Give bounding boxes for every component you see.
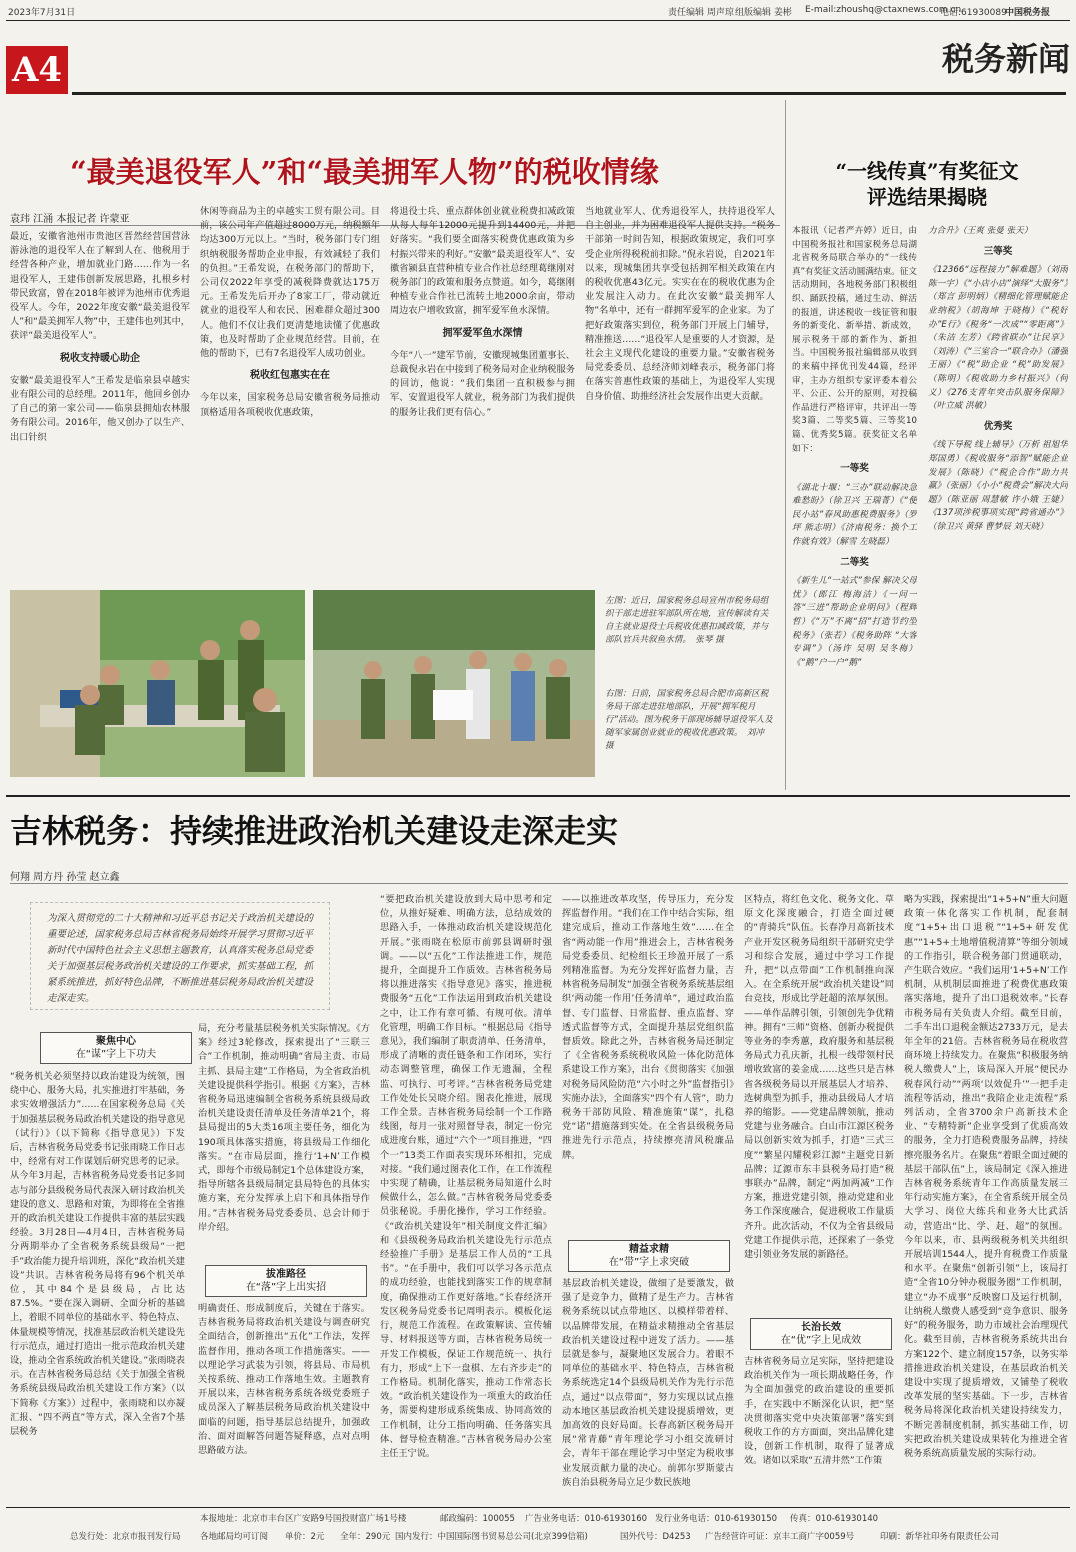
second-prize-list: 《新生儿“一站式”参保 解决父母忧》（郎江 梅海洁）《一问一答“三进”帮助企业明问》（程辉哲）《“万”不离“招”打造节约型税务》（张若）《税务助阵 “大客专调”》（汤许 吴明 吴冬梅）《“鹅”户一户“鹅” <box>792 576 917 668</box>
footer-fax: 传真：010-61930140 <box>790 1514 879 1524</box>
story1-col1-text: 最近，安徽省池州市贵池区晋然经营国营泳游泳池的退役军人在了解到人在、他税用于经营各种产业，增加就业门路……作为一名退役军人，王建伟创新发展思路，扎根乡村带民致富，曾在2018年被评为池州市优秀退役军人。今年，2022年度安徽“最美退役军人”和“最美拥军人物”中，王建伟也列其中，获评“最美退役军人”。 <box>10 231 190 342</box>
story2-tag-focus <box>40 1032 192 1064</box>
story2-intro-box: 为深入贯彻党的二十大精神和习近平总书记关于政治机关建设的重要论述，国家税务总局吉林省税务局始终开展学习贯彻习近平新时代中国特色社会主义思想主题教育，认真落实税务总局党委关于加强基层税务政治机关建设的工作要求，抓实基础工程，抓紧系统推进，抓好特色品牌，不断推进基层税务局政治机关建设走深走实。 <box>30 902 330 1010</box>
second-prize-continued: 力合升》（王爽 张曼 张天） <box>928 226 1033 236</box>
story2-col5: 区特点，将红色文化、税务文化、草原文化深度融合，打造全面过硬的“青骑兵”队伍。长春净月高新技术产业开发区税务局组织干部研究史学习和综合发展，通过中学习工作提升，把“以点带面”工作机制推向深入。在全系统开展“政治机关建设”同台竞技，形成比学赶超的浓厚氛围。——单作品牌引领，引领创先争优精神。拥有“三师”资格、创新办税提供等业务的李秀蕙，政府服务和基层税务局式力孔庆新，扎根一线带领村民增收致富的姜金成……这些只是吉林省各级税务局以开展基层人才培养、选树典型为抓手，推动县级局人才培养的缩影。——党建品牌领航，推动党建与业务融合。白山市江源区税务局以创新实效为抓手，打造“三式三度”“繁星闪耀税彩江源”主题党日新品牌；辽源市东丰县税务局打造“税事联办”品牌，制定“两加两减”工作方案，推进党建引领，推动党建和业务工作深度融合，促进税收工作量质齐升。此次活动，不仅为全省县级局党建工作提供示范，还探索了一条党建引领业务发展的新路径。 <box>744 894 894 1261</box>
footer-postcode: 邮政编码：100055 <box>440 1514 515 1524</box>
designer-credit: 组版编辑 姜彬 <box>735 8 792 18</box>
contest-intro: 本报讯（记者严卉婷）近日，由中国税务报社和国家税务总局湖北省税务局联合举办的“一线传真”有奖征文活动圆满结束。征文活动期间，各地税务部门积极组织、踊跃投稿，通过生动、鲜活的报道，讲述税收一线征管和服务的新变化、新举措、新成效，展示税务干部的新作为、新担当。中国税务报社编辑部从收到的来稿中择优刊发44篇，经评审，主办方组织专家评委本着公平、公正、公开的原则，对投稿作品进行严格评审，共评出一等奖3篇、二等奖5篇、三等奖10篇、优秀奖5篇。获奖征文名单如下： <box>792 226 917 454</box>
story2-col3: “要把政治机关建设放到大局中思考和定位，从推好疑难、明确方法，总结成效的思路入手，一体推动政治机关建设规范化开展。”张雨晓在松原市前郭县调研时强调。——以“五化”工作法推进工作，规范提升，全面提升工作质效。吉林省税务局将以推进落实《指导意见》落实，推进税费服务“五化”工作法运用到政治机关建设之中，让工作有章可循、有规可依。清单化管理，明确工作目标。“根据总局《指导意见》，我们编制了职责清单、任务清单，形成了清晰的责任链条和工作闭环，实行动态调整管理，确保工作无遗漏，全程监、可执行、可考评。”吉林省税务局党建工作处处长吴晓介绍。图表化推进，展现工作全景。吉林省税务局绘制一个工作路线图，每月一张对照督导表，制定一份完成进度台账，通过“六个一”项目推进，“四个一”13类工作面表实现环环相扣，完成对接。“我们通过图表化工作，在工作流程中实现了精确，让基层税务局知道什么时候做什么，怎么做。”吉林省税务局党委委员张秘说。手册化操作，学习工作经验。《“政治机关建设年”相关制度文件汇编》和《县级税务局政治机关建设先行示范点经验推广手册》是基层工作人员的“工具书”。“在手册中，我们可以学习各示范点的成功经验，也能找到落实工作的规章制度，确保推动工作更好落地。”长春经济开发区税务局党委书记周明表示。模板化运行，规范工作流程。在政策解读、宣传辅导、材料报送等方面，吉林省税务局统一开发工作模板，保证工作规范统一、执行有力，形成“上下一盘棋、左右齐步走”的工作格局。机制化落实，推动工作常态长效。“政治机关建设作为一项重大的政治任务，需要构建形成系统集成、协同高效的工作机制，让分工指向明确、任务落实具体、督导检查精准。”吉林省税务局办公室主任王宁说。 <box>380 894 552 1459</box>
story2-byline: 何翔 周方丹 孙莹 赵立鑫 <box>10 872 120 883</box>
footer <box>0 1508 1076 1552</box>
footer-subscribe: 各地邮局均可订阅 <box>200 1532 269 1542</box>
story1-col1 <box>10 230 190 570</box>
tag-path-sub: 在“落”字上出实招 <box>245 1282 327 1293</box>
story1-subhead-1: 税收支持暖心助企 <box>60 352 140 364</box>
excellent-prize-title: 优秀奖 <box>983 420 1013 432</box>
story2-tag-lasting <box>750 1318 892 1350</box>
footer-price: 单价：2元 <box>285 1532 325 1542</box>
footer-license: 广告经营许可证：京丰工商广字0059号 <box>705 1532 855 1542</box>
story1-subhead-2: 税收红包惠实在在 <box>250 370 330 382</box>
tag-excel-sub: 在“带”字上求突破 <box>608 1257 690 1268</box>
story1-headline[interactable]: “最美退役军人”和“最美拥军人物”的税收情缘 <box>70 155 659 189</box>
story2-col2b: 明确责任、形成制度后，关键在于落实。吉林省税务局将政治机关建设与调查研究全面结合，创新推出“五化”工作法，发挥监督作用，推动各项工作措施落实。——以理论学习武装为引领，将县局、市局机关按系统、推动工作落地生效。主题教育开展以来，吉林省税务系统各级党委班子成员深入了解基层税务局政治机关建设中面临的问题，指导基层总结提升，加强政治、面对面解答问题答疑释惑，点对点明思路破方法。 <box>198 1303 370 1457</box>
photo-soldiers-table-image <box>10 590 305 777</box>
story2-col2: 局，充分考量基层税务机关实际情况。《方案》经过3轮修改，探索提出了“三联三合”工作机制，推动明确“省局主责、市局主抓、县局主建”工作格局，为全省政治机关建设提供科学指引。根据《方案》，吉林省税务局迅速编制全省税务系统县级局政治机关建设责任清单及任务清单21个，将县局提出的5大类16项主要任务，细化为190项具体落实措施，将县级局工作细化落实。“在市局层面，推行‘1+N’工作模式，即每个市级局制定1个总体建设方案，指导所辖各县级局制定县局特色的具体实施方案，充分发挥承上启下和具体指导作用。”吉林省税务局党委委员、总会计师于岸介绍。 <box>198 1023 370 1233</box>
page-number-badge: A4 <box>6 46 68 94</box>
top-bar <box>0 0 1076 20</box>
editor-credit: 责任编辑 周声琼 <box>668 8 734 18</box>
photo-tax-officers-camp-image <box>313 590 595 777</box>
story2-col4b: 基层政治机关建设，做细了是要激发，做强了是竞争力，做精了是生产力。吉林省税务系统以试点带地区、以模样带着样、以品牌带发展，在精益求精推动全省基层政治机关建设过程中迸发了活力。——基层就是参与，凝聚地区发展合力。着眼不同单位的基础水平、特色特点，吉林省税务系统选定14个县级局机关作为先行示范点，通过“以点带面”，努力实现以试点推动本地区基层政治机关建设提质增效，更加高效的良好局面。长春高新区税务局开展“常青藤”青年理论学习小组交流研讨会，青年干部在理论学习中坚定为税收事业发展贡献力量的决心。前郭尔罗斯蒙古族自治县税务局立足少数民族地 <box>562 1278 734 1488</box>
story2-col5b: 吉林省税务局立足实际，坚持把建设政治机关作为一项长期战略任务，作为全面加强党的政治建设的重要抓手，在实践中不断深化认识，把“坚决贯彻落实党中央决策部署”落实到税收工作的方方面面，突出品牌化建设，创新工作机制，取得了显著成效。诸如以采取“五清井然”工作策 <box>744 1356 894 1467</box>
section-title: 税务新闻 <box>941 40 1070 78</box>
footer-intl: 国内发行：中国国际图书贸易总公司(北京399信箱) <box>395 1532 588 1542</box>
footer-ad-phone: 广告业务电话：010-61930160 <box>525 1514 648 1524</box>
story1-col3-text: 将退役士兵、重点群体创业就业税费扣减政策从每人每年12000元提升到14400元，并把好落实。“我们要全面落实税费优惠政策为乡村振兴带来的利好。”安徽“最美退役军人”、安徽省颍县直营种植专业合作社总经理葛继刚对税务部门的政策和服务点赞道。如今，葛继刚种植专业合作社已流转土地2000余亩，带动周边农户增收致富，拥军爱军鱼水深情。 <box>390 206 575 317</box>
header-rule <box>72 92 1066 95</box>
story1-col2 <box>200 205 380 570</box>
story1-subhead-3: 拥军爱军鱼水深情 <box>442 327 523 339</box>
tag-focus-sub: 在“谋”字上下功夫 <box>75 1049 157 1060</box>
editor-email[interactable]: E-mail:zhoushq@ctaxnews.com.cn <box>805 5 962 15</box>
story2-col1: “税务机关必须坚持以政治建设为统领，围绕中心、服务大局，扎实推进打牢基础，务求实效增强活力”……在国家税务总局《关于加强基层税务局政治机关建设的指导意见（试行）》（以下简称《指导意见》）下发后，吉林省税务局党委书记张雨晓工作日志中，经常有对工作谋划后研究思考的记录。从今年3月起，吉林省税务局党委书记多同志与部分县级税务局代表深入研讨政治机关建设的意义、思路和对策，为即将在全省推开的政治机关建设工作提供丰富的基层实践经验。3月28日—4月4日，吉林省税务局分两期举办了全省税务系统县级局“一把手”政治能力提升培训班，深化“政治机关建设”共识。吉林省税务局将有96个机关单位，其中84个是县级局，占比达87.5%。“要在深入调研、全面分析的基础上，着眼不同单位的基础水平、特色特点、体量规模等情况，找准基层政治机关建设先行示范点，通过打造出一批示范政治机关建设，推动全省系统政治机关建设。”张雨晓表示。在吉林省税务局总结《关于加强全省税务系统县级局政治机关建设工作方案》（以下简称《方案》）过程中，张雨晓和以亦凝汇报、“四不两直”等方式，深入全省7个基层税务 <box>10 1071 185 1438</box>
photo-soldiers-table[interactable] <box>10 590 305 777</box>
story2-col4: ——以推进改革攻坚，传导压力，充分发挥监督作用。“我们在工作中结合实际，组建完成后，推动工作落地生效”……在全省“两动能一作用”推进会上，吉林省税务局党委委员、纪检组长王珍盈开展了一系列精准监督。为充分发挥好监督力量，吉林省税务局制发“加强全省税务系统基层组织‘两动能一作用’任务清单”，通过政治监督、专门监督、日常监督、重点监督、穿透式监督等方式，全面提升基层党组织监督质效。除此之外，吉林省税务局还制定了《全省税务系统税收风险一体化防范体系建设工作方案》，出台《贯彻落实《加强对税务局风险防范“六小时之外”监督指引》实施办法》，全面落实“四个有人管”，助力税务干部防风险、精准施策“谋”，扎稳党“诺”措施落到实处。在全省县级税务局推进先行示范点，持续擦亮清风税廉品牌。 <box>562 894 734 1161</box>
tag-focus-title: 聚焦中心 <box>96 1036 136 1047</box>
tag-lasting-sub: 在“优”字上见成效 <box>780 1335 862 1346</box>
first-prize-title: 一等奖 <box>840 463 869 475</box>
contest-col1 <box>792 225 917 795</box>
story2-top-rule <box>6 795 1070 797</box>
third-prize-list: 《12366“远程接力”解难题》（刘雨 陈一宇）《“小店小店”演绎“大服务”》（郑言 彭明炳）《精细化管理赋能企业纳税》（胡海坤 于晓梅）《“税好办”E行》《税务“一次成”“零距离”》（朱洁 左芳）《跨省联办”让民享》（刘涛）《“三室合一”联合办》（潘强 王丽）《“税”助企业 “税”助发展》（陈明）《税收助力乡村振兴》（何义）《276支青年突击队服务保障》（叶立威 洪敏） <box>928 265 1068 412</box>
story1-col4-text: 当地就业军人、优秀退役军人，扶持退役军人自主创业，并为困难退役军人提供支持。“税务干部第一时间告知，根据政策规定，我们可享受企业所得税税前扣除。”倪永岩说，自2021年以来，现城集团共享受包括拥军相关政策在内的税收优惠43亿元。实实在在的税收优惠为企业发展注入动力。在此次安徽“最美拥军人物”名单中，还有一群拥军爱军的企业家。为了把好政策落实到位，税务部门开展上门辅导，精准推送……“退役军人是重要的人才资源，是社会主义现代化建设的重要力量。”安徽省税务局党委委员、总经济师刘峰表示，税务部门将在落实普惠性政策的基础上，为退役军人实现自身价值、助推经济社会发展作出更大贡献。 <box>585 206 775 402</box>
caption-left-photo: 左图：近日，国家税务总局宣州市税务局组织干部走进驻军部队所在地，宣传解读有关自主就业退役士兵税收优惠扣减政策，并与部队官兵共叙鱼水情。 张琴 摄 <box>605 596 769 645</box>
contest-headline[interactable] <box>792 158 1062 210</box>
story1-col2-text: 休闲等商品为主的卓越实工贸有限公司。目前，该公司年产值超过8000万元，纳税额年均达300万元以上。“当时，税务部门专门组织纳税服务帮助企业申报，有效减轻了我们的负担。”王希发说，在税务部门的帮助下，公司仅2022年享受的减税降费就达175万元。王希发先后开办了8家工厂，带动就近就业的退役军人和农民、困难群众超过300人。他们不仅让我们更清楚地读懂了优惠政策，也及时帮助了企业规范经营。目前，在他的帮助下，已有7名退役军人成功创业。 <box>200 206 380 360</box>
tag-excel-title: 精益求精 <box>629 1244 669 1255</box>
footer-annual: 全年：290元 <box>340 1532 391 1542</box>
story1-col3b-text: 今年“八一”建军节前，安徽现城集团董事长、总裁倪永岩在中接到了税务局对企业纳税服务的回访，他说：“我们集团一直积极参与拥军、安置退役军人就业，税务部门为我们提供的服务让我们更有信心。” <box>390 349 575 418</box>
side-divider <box>785 100 786 790</box>
story1-col4 <box>585 205 775 570</box>
story1-col1b-text: 安徽“最美退役军人”王希发是临泉县卓越实业有限公司的总经理。2011年，他回乡创办了自己的第一家公司——临泉县拥灿农林服务有限公司。2016年，他又创办了以生产、出口针织 <box>10 374 190 443</box>
third-prize-title: 三等奖 <box>983 245 1013 257</box>
story2-tag-path <box>205 1265 367 1297</box>
paper-name: 中国税务报 <box>1005 8 1051 18</box>
footer-intl-code: 国外代号：D4253 <box>620 1532 691 1542</box>
top-rule <box>6 20 1070 21</box>
story2-rule <box>10 883 1068 884</box>
tag-path-title: 拔准路径 <box>266 1269 306 1280</box>
issue-date: 2023年7月31日 <box>8 8 76 18</box>
excellent-prize-list: 《线下导税 线上辅导》（万析 祖旭华 郑国勇）《税收服务“添智”赋能企业发展》（陈晓）《“税企合作”助力共赢》（张丽）《小小“税费会”解决大问题》（陈亚丽 周慧敏 许小娥 王婕）《137项涉税事项实现“跨省通办”》（徐卫兴 黄驿 曹梦辰 刘天晓） <box>928 440 1068 532</box>
footer-address: 本报地址：北京市丰台区广安路9号国投财富广场1号楼 <box>200 1514 407 1524</box>
story1-col3 <box>390 205 575 570</box>
story1-col2b-text: 今年以来，国家税务总局安徽省税务局推动顶格适用各项税收优惠政策， <box>200 392 380 418</box>
footer-printer: 印刷：新华社印务有限责任公司 <box>880 1532 1000 1542</box>
second-prize-title: 二等奖 <box>840 556 869 568</box>
first-prize-list: 《湖北十堰：“三办”联动解决急难愁盼》（徐卫兴 王瑞菁）《“便民小站”春风助惠税费服务》（罗坪 熊志明）《济南税务：换个工作就有效》（解雪 左晓磊） <box>792 482 917 548</box>
footer-dist-phone: 发行业务电话：010-61930150 <box>655 1514 778 1524</box>
editor-phone: 电话:61930089 <box>940 8 1007 18</box>
contest-headline-line1: “一线传真”有奖征文 <box>835 159 1019 183</box>
story2-tag-excel <box>568 1240 730 1272</box>
story1-byline: 袁玮 江涌 本报记者 许蒙亚 <box>10 214 130 225</box>
photo-tax-officers-camp[interactable] <box>313 590 595 777</box>
story2-col6: 略为实践，探索提出“1+5+N”重大问题政策一体化落实工作机制，配套制度“1+5+出口退税”“1+5+研发优惠”“1+5+土地增值税清算”等细分领域的工作指引，联合税务部门贯通联动，产生联合效应。“我们运用‘1+5+N’工作机制，从机制层面推进了税费优惠政策落实落地，提升了出口退税效率。”长春市税务局有关负责人介绍。截至目前，二手车出口退税金额达2733万元，是去年全年的21倍。吉林省税务局在税收营商环境上持续发力。在聚焦“积极服务纳税人缴费人”上，该局深入开展“便民办税春风行动”“两项‘以效促升’”一把手走流程等活动，推出“我陪企业走流程”系列活动，全省3700余户高新技术企业、“专精特新”企业享受到了优质高效的服务，全力打造税费服务品牌，持续擦亮服务名片。在聚焦“着眼全面过硬的基层干部队伍”上，该局制定《深入推进吉林省税务系统青年工作高质量发展三年行动实施方案》，在全省系统开展全员大学习、岗位大练兵和业务大比武活动，营造出“比、学、赶、超”的氛围。今年以来，市、县两级税务机关共组织开展培训1544人，提升育税费工作质量和水平。在聚焦“创新引领”上，该局打造“全省10分钟办税服务圈”工作机制，建立“办不成事”反映窗口及运行机制，让纳税人缴费人感受到“竞争意识、服务好”的税务服务，助力市域社会治理现代化。截至目前，吉林省税务系统共出台方案122个、建立制度157条，以务实举措推进政治机关建设，在基层政治机关建设中实现了提质增效，又铺垫了税收改革发展的坚实基础。下一步，吉林省税务局将深化政治机关建设持续发力，不断完善制度机制，抓实基础工作，切实把政治机关建设成果转化为推进全省税务系统高质量发展的实际行动。 <box>904 894 1068 1459</box>
footer-distributor: 总发行处：北京市报刊发行局 <box>70 1532 181 1542</box>
contest-col2 <box>928 225 1068 795</box>
caption-right-photo: 右图：日前，国家税务总局合肥市高新区税务局干部走进驻地部队，开展“拥军税月行”活动。图为税务干部现场辅导退役军人及随军家属创业就业的税收优惠政策。 刘冲 摄 <box>605 689 773 751</box>
tag-lasting-title: 长治长效 <box>801 1322 841 1333</box>
story2-headline[interactable]: 吉林税务：持续推进政治机关建设走深走实 <box>10 812 619 850</box>
contest-headline-line2: 评选结果揭晓 <box>867 185 987 209</box>
